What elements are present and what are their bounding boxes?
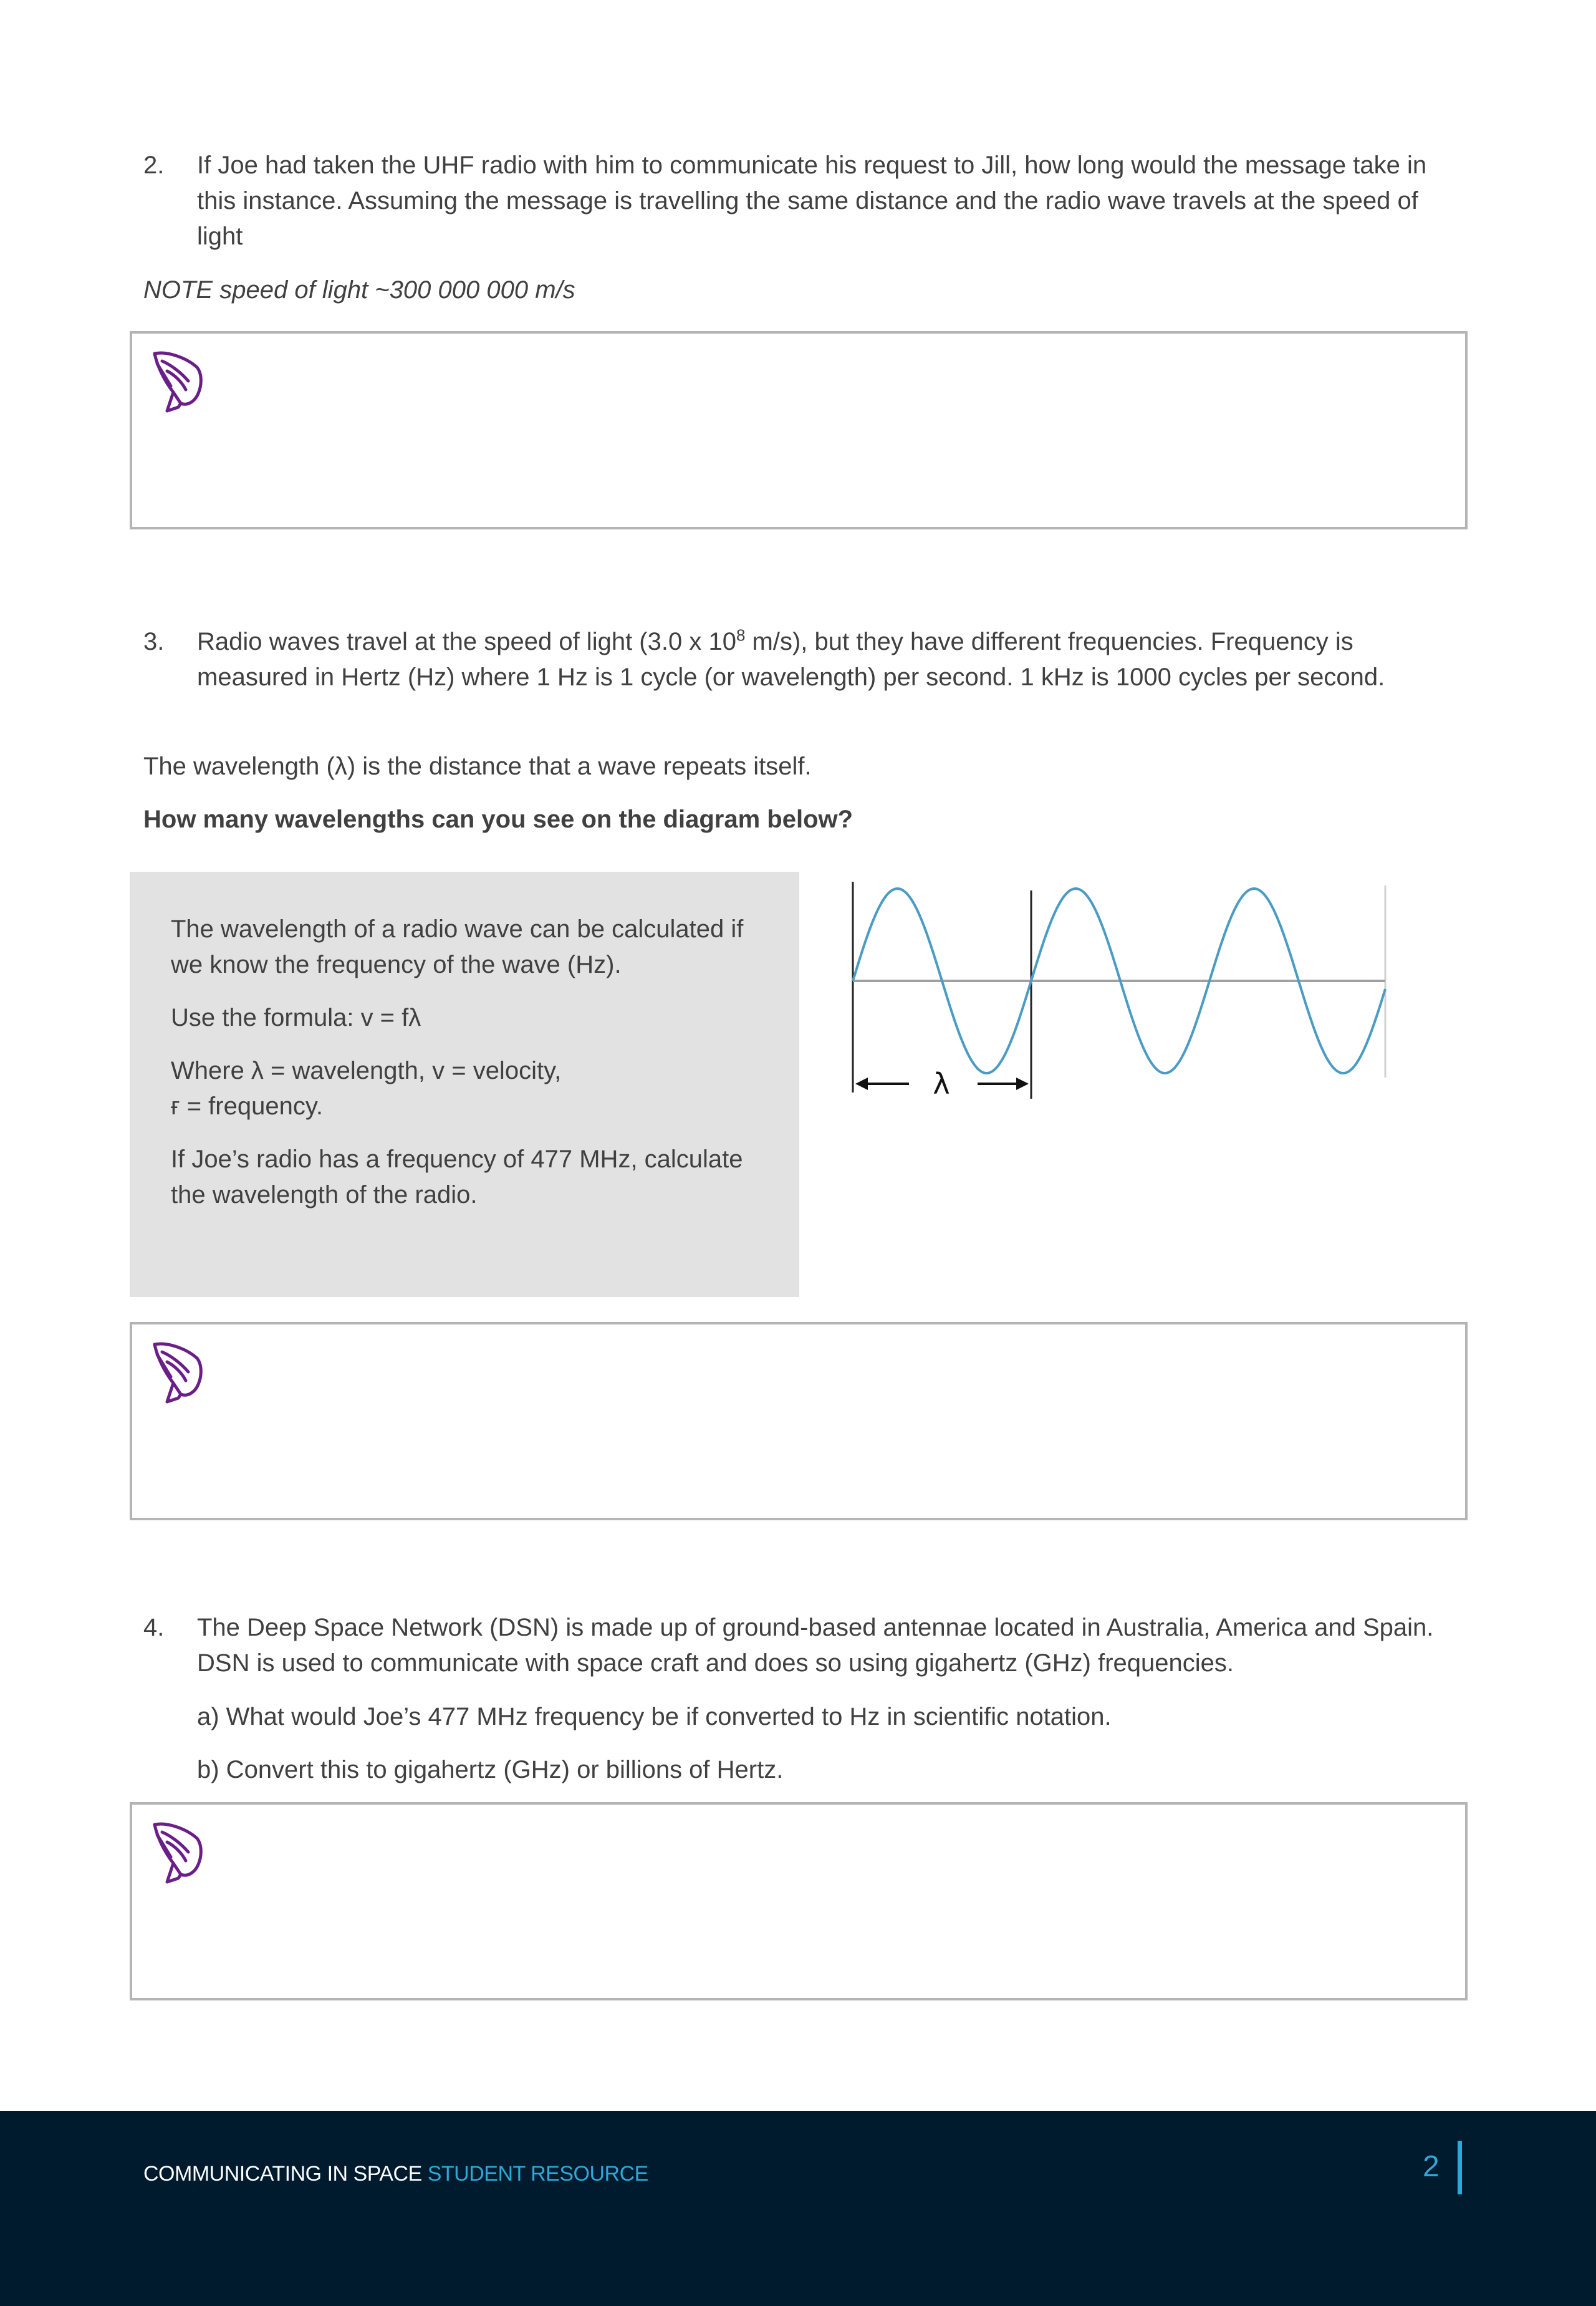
footer-title: COMMUNICATING IN SPACE STUDENT RESOURCE — [143, 2162, 648, 2186]
page-footer — [0, 2111, 1596, 2306]
formula-panel — [130, 872, 799, 1297]
wavelength-definition: The wavelength (λ) is the distance that a wave repeats itself. — [143, 753, 812, 780]
wave-diagram — [842, 878, 1396, 1102]
panel-task: If Joe’s radio has a frequency of 477 MHz, calculate the wavelength of the radio. — [171, 1146, 743, 1208]
lambda-arrowhead-right — [1016, 1078, 1029, 1090]
panel-intro: The wavelength of a radio wave can be calculated if we know the frequency of the wave (Hz). — [171, 915, 744, 978]
writing-hand-icon — [148, 1339, 208, 1408]
panel-definitions: Where λ = wavelength, v = velocity, ғ = frequency. — [171, 1057, 562, 1120]
question-number: 4. — [143, 1614, 165, 1641]
question-4a: a) What would Joe’s 477 MHz frequency be if converted to Hz in scientific notation. — [197, 1703, 1112, 1730]
wavelength-question: How many wavelengths can you see on the diagram below? — [143, 806, 853, 833]
footer-subtitle: STUDENT RESOURCE — [427, 2162, 648, 2186]
lambda-label: λ — [933, 1067, 950, 1101]
writing-hand-icon — [148, 349, 208, 417]
writing-hand-icon — [148, 1820, 208, 1888]
question-number: 2. — [143, 152, 165, 179]
page-number: 2 — [1423, 2150, 1440, 2183]
lambda-arrowhead-left — [855, 1078, 868, 1090]
question-number: 3. — [143, 628, 165, 655]
answer-box-q2[interactable] — [130, 331, 1468, 529]
speed-of-light-note: NOTE speed of light ~300 000 000 m/s — [143, 276, 575, 304]
question-3 — [143, 624, 1459, 695]
question-text: If Joe had taken the UHF radio with him to communicate his request to Jill, how long would the message take in this instance. Assuming the message is travelling the same distance and the radio wave travels at the speed of light — [197, 152, 1427, 250]
question-2 — [143, 148, 1459, 254]
question-4 — [143, 1610, 1459, 1681]
question-4b: b) Convert this to gigahertz (GHz) or billions of Hertz. — [197, 1756, 784, 1783]
question-text: Radio waves travel at the speed of light (3.0 x $10^8$ m/s), but they have different frequencies. Frequency is measured in Hertz (Hz) where 1 Hz is 1 cycle (or wavelength) per second. 1 kHz is 1000 cycles per second. — [197, 625, 1385, 691]
panel-formula: Use the formula: v = fλ — [171, 1004, 421, 1031]
answer-box-q3[interactable] — [130, 1322, 1468, 1520]
question-text: The Deep Space Network (DSN) is made up of ground-based antennae located in Australia, America and Spain. DSN is used to communicate with space craft and does so using gigahertz (GHz) frequencies. — [197, 1614, 1434, 1677]
page-number-bar — [1458, 2141, 1462, 2194]
answer-box-q4[interactable] — [130, 1802, 1468, 2000]
